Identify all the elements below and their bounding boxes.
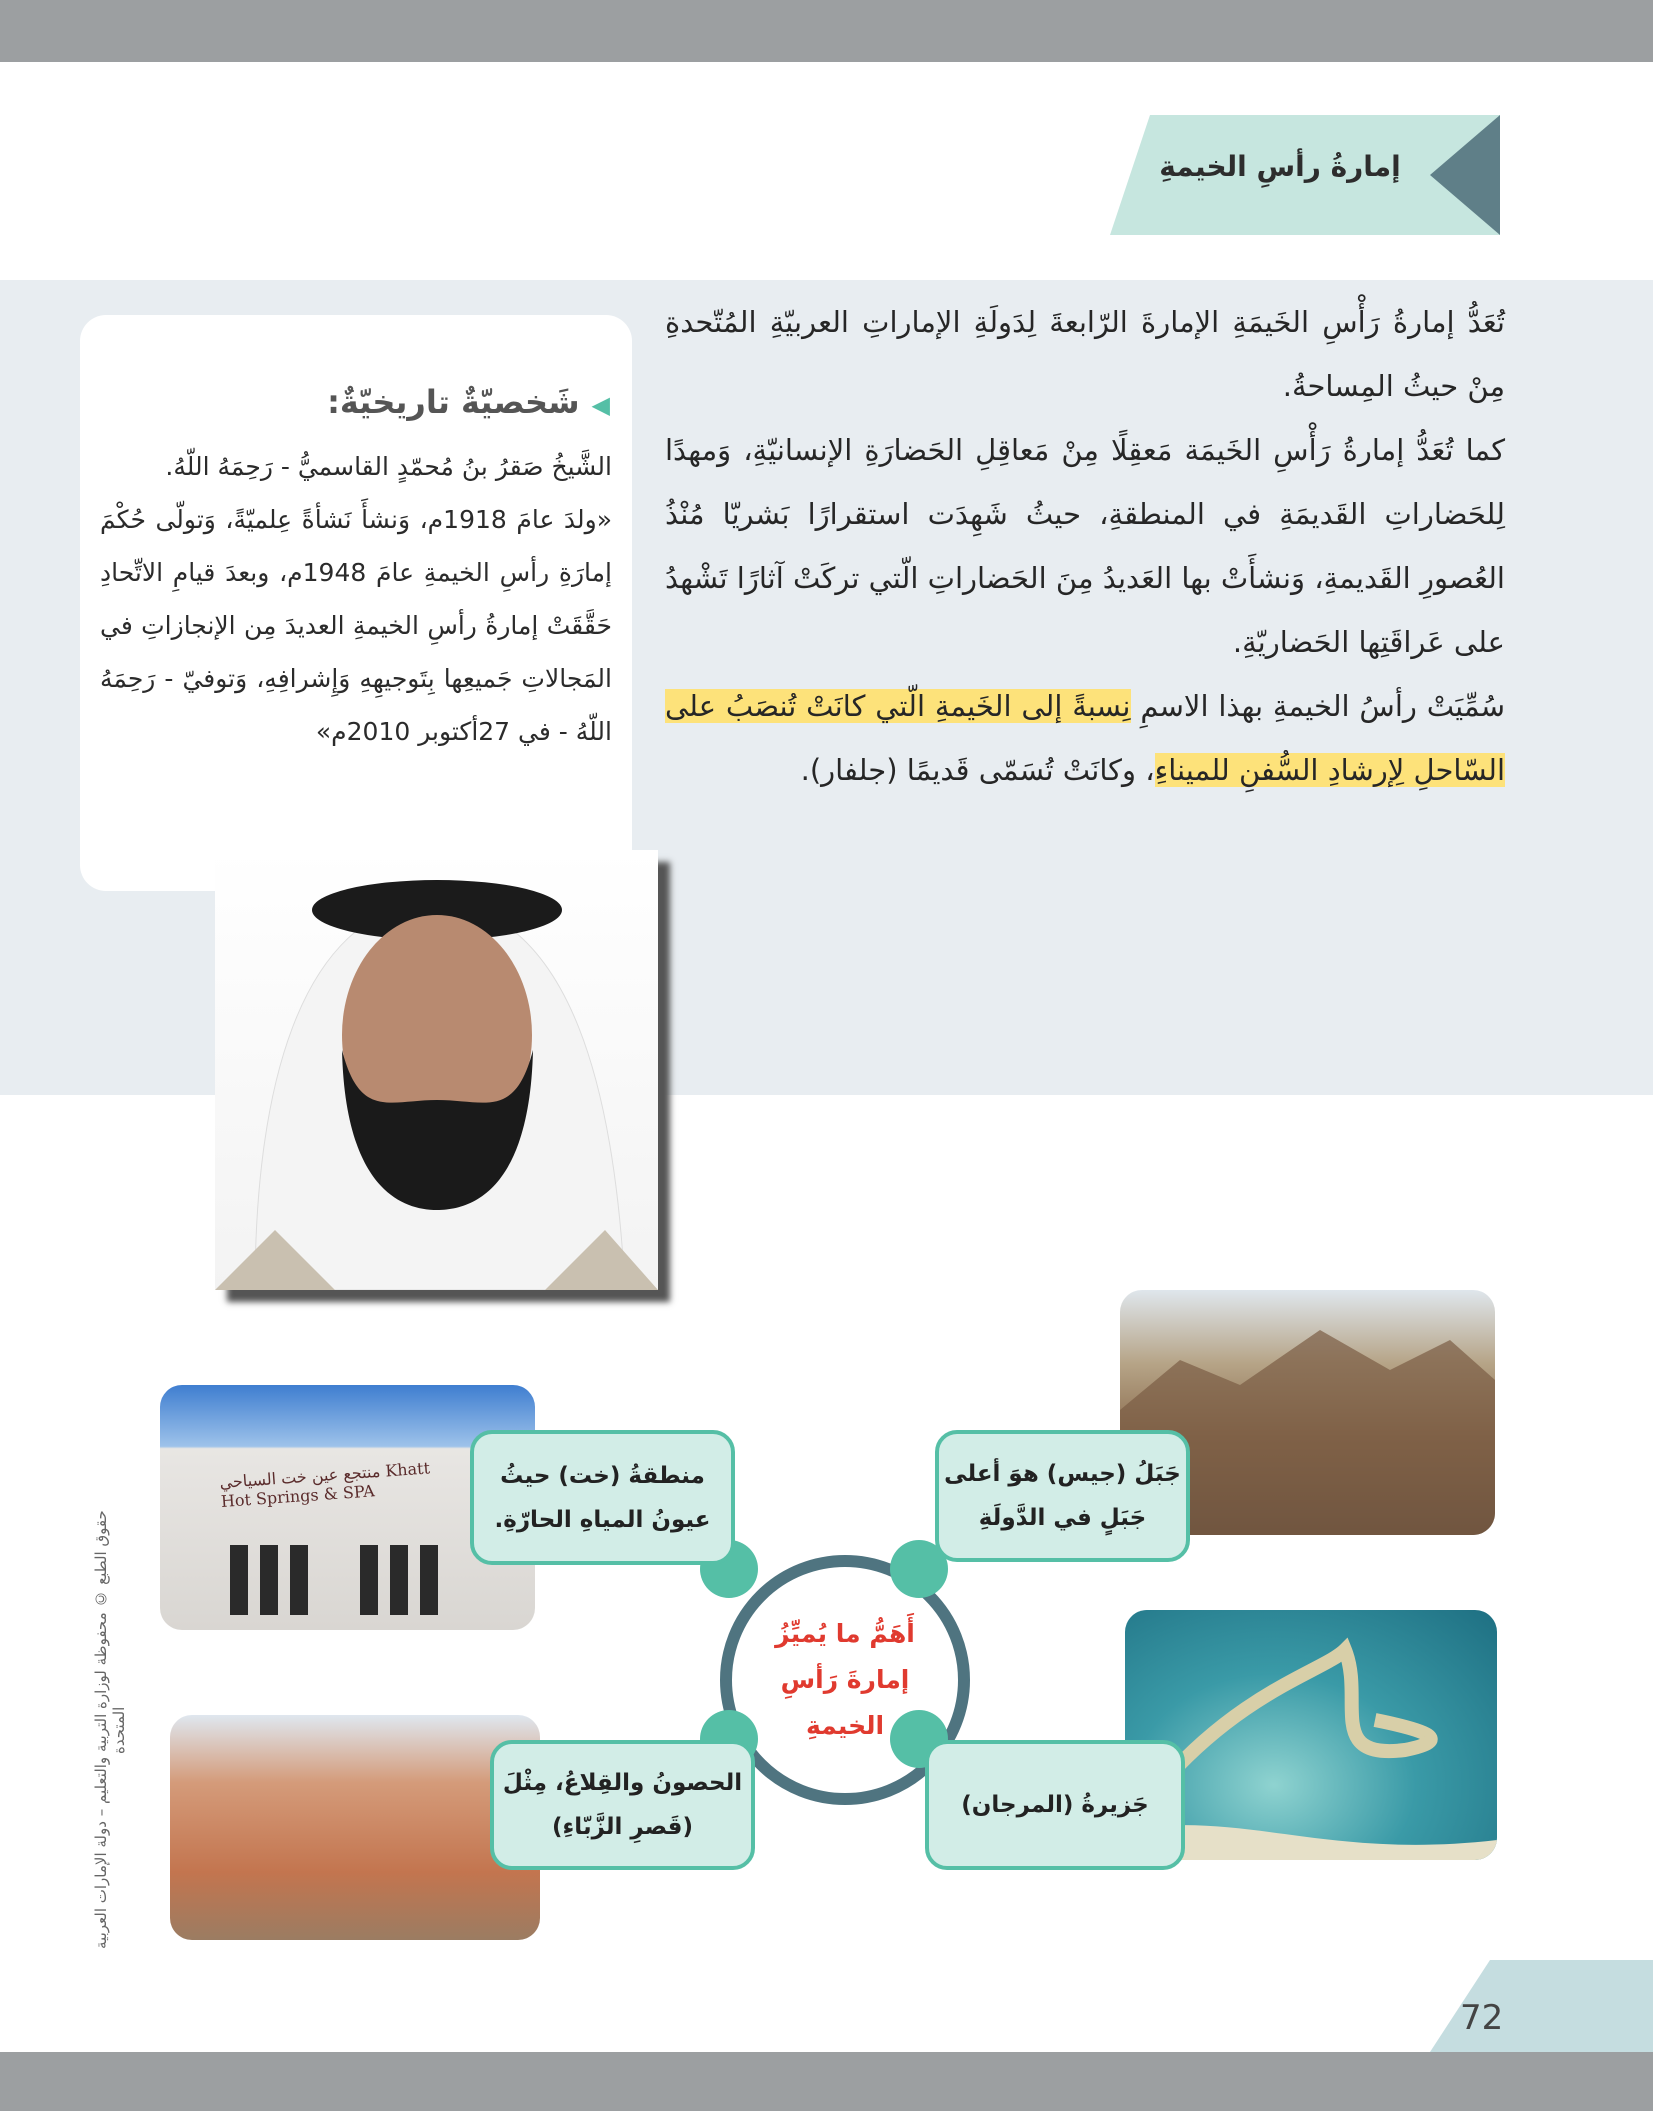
feature-jebel-jais: جَبَلُ (جيس) هوَ أعلى جَبَلٍ في الدَّولَةِ bbox=[935, 1430, 1190, 1562]
highlighted-text: نِسبةً إلى الخَيمةِ الّتي كانَتْ تُنصَبُ على السّاحلِ لِإرشادِ السُّفنِ للميناءِ bbox=[665, 689, 1505, 787]
khatt-sign-text: منتجع عين خت السياحي Khatt Hot Springs & SPA bbox=[218, 1458, 431, 1511]
feature-forts: الحصونُ والقِلاعُ، مِثْلَ (قَصرِ الزَّبّاءِ) bbox=[490, 1740, 755, 1870]
page-title: إمارةُ رأسِ الخيمةِ bbox=[1159, 150, 1401, 183]
figure-bio: «ولدَ عامَ 1918م، وَنشأَ نَشأةً عِلميّةً، وَتولّى حُكْمَ إمارَةِ رأسِ الخيمةِ عامَ 1948م، وبعدَ قيامِ الاتِّحادِ حَقَّقَتْ إمارةُ رأسِ الخيمةِ العديدَ مِن الإنجازاتِ في المَجالاتِ جَميعِها بِتَوجيهِهِ وَإِشرافِهِ، وَتوفيّ - رَحِمَهُ اللّهُ - في 27أكتوبر 2010م» bbox=[100, 505, 613, 746]
p3-start: سُمِّيَتْ رأسُ الخيمةِ بهذا الاسمِ bbox=[1130, 689, 1505, 723]
diagram-center-text: أَهَمُّ ما يُميِّزُ إمارةَ رَأسِ الخيمةِ bbox=[775, 1619, 915, 1740]
paragraph-2: كما تُعَدُّ إمارةُ رَأْسِ الخَيمَة مَعقِلًا مِنْ مَعاقِلِ الحَضارَةِ الإنسانيّةِ، وَمهدًا لِلحَضاراتِ القَديمَةِ في المنطقةِ، حيثُ شَهِدَت استقرارًا بَشريّا مُنْذُ العُصورِ القَديمةِ، وَنشأَتْ بها العَديدُ مِنَ الحَضاراتِ الّتي تركَتْ آثارًا تَشْهدُ على عَراقَتِها الحَضاريّةِ. bbox=[665, 433, 1505, 659]
top-bar bbox=[0, 0, 1653, 62]
feature-marjan: جَزيرةُ (المرجان) bbox=[925, 1740, 1185, 1870]
paragraph-3 bbox=[665, 674, 1505, 802]
page-number: 72 bbox=[1460, 1998, 1504, 2038]
triangle-bullet-icon: ◀ bbox=[591, 391, 610, 419]
feature-khatt: منطقةُ (خت) حيثُ عيونُ المياهِ الحارّةِ. bbox=[470, 1430, 735, 1565]
paragraph-1: تُعَدُّ إمارةُ رَأْسِ الخَيمَةِ الإمارةَ الرّابعةَ لِدَولَةِ الإماراتِ العربيّةِ المُتّحدةِ مِنْ حيثُ المِساحةُ. bbox=[665, 305, 1505, 403]
figure-name: الشَّيخُ صَقرُ بنُ مُحمّدٍ القاسميُّ - رَحِمَهُ اللّهُ. bbox=[165, 452, 612, 481]
bottom-bar bbox=[0, 2052, 1653, 2111]
main-text bbox=[665, 290, 1505, 802]
card-heading-text: شَخصيّةٌ تاريخيّةٌ: bbox=[327, 383, 580, 421]
fort-photo bbox=[170, 1715, 540, 1940]
card-heading bbox=[100, 383, 610, 421]
p3-end: ، وكانَتْ تُسَمّى قَديمًا (جلفار). bbox=[800, 753, 1155, 787]
copyright-text: حقوق الطبع © محفوظة لوزارة التربية والتعليم – دولة الإمارات العربية المتحدة bbox=[92, 1510, 128, 1950]
card-body bbox=[100, 440, 612, 758]
portrait-photo bbox=[215, 850, 658, 1290]
